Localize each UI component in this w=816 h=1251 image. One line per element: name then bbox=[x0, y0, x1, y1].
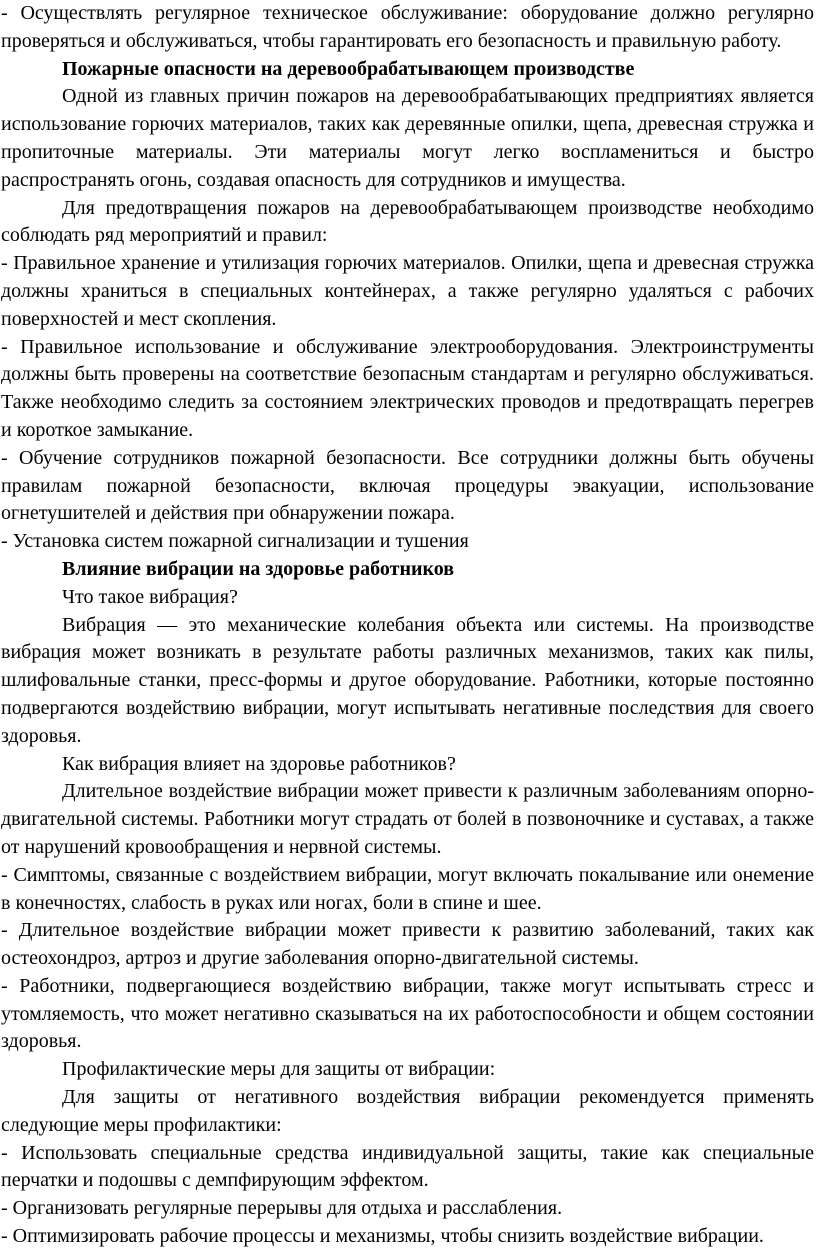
paragraph-fire-causes: Одной из главных причин пожаров на деревообрабатывающих предприятиях является использование горючих материалов, таких как деревянные опилки, щепа, древесная стружка и пропиточные материалы. Эти материалы могут легко воспламениться и быстро распространять огонь, создавая опасность для сотрудников и имущества. bbox=[1, 85, 814, 191]
list-item-training: - Обучение сотрудников пожарной безопасности. Все сотрудники должны быть обучены правилам пожарной безопасности, включая процедуры эвакуации, использование огнетушителей и действия при обнаружении пожара. bbox=[1, 446, 814, 525]
list-item-alarm-systems: - Установка систем пожарной сигнализации и тушения bbox=[1, 530, 469, 553]
paragraph-vibration-health-question: Как вибрация влияет на здоровье работников? bbox=[62, 752, 456, 775]
paragraph-vibration-effects: Длительное воздействие вибрации может привести к различным заболеваниям опорно-двигательной системы. Работники могут страдать от болей в позвоночнике и суставах, а также от нарушений кровообращения и нервной системы. bbox=[1, 780, 814, 858]
section-heading-vibration: Влияние вибрации на здоровье работников bbox=[62, 557, 455, 580]
list-item-stress: - Работники, подвергающиеся воздействию вибрации, также могут испытывать стресс и утомляемость, что может негативно сказываться на их работоспособности и общем состоянии здоровья. bbox=[1, 974, 814, 1053]
list-item-storage: - Правильное хранение и утилизация горючих материалов. Опилки, щепа и древесная стружка должны храниться в специальных контейнерах, а также регулярно удаляться с рабочих поверхностей и мест скопления. bbox=[1, 252, 814, 330]
list-item-maintenance: - Осуществлять регулярное техническое обслуживание: оборудование должно регулярно проверяться и обслуживаться, чтобы гарантировать его безопасность и правильную работу. bbox=[1, 2, 814, 52]
list-item-diseases: - Длительное воздействие вибрации может привести к развитию заболеваний, таких как остеохондроз, артроз и другие заболевания опорно-двигательной системы. bbox=[1, 919, 814, 970]
paragraph-prevention-intro: Для защиты от негативного воздействия вибрации рекомендуется применять следующие меры профилактики: bbox=[1, 1086, 814, 1136]
list-item-protective-equipment: - Использовать специальные средства индивидуальной защиты, такие как специальные перчатки и подошвы с демпфирующим эффектом. bbox=[1, 1141, 814, 1192]
paragraph-fire-prevention-intro: Для предотвращения пожаров на деревообрабатывающем производстве необходимо соблюдать ряд мероприятий и правил: bbox=[1, 196, 814, 247]
list-item-optimize-processes: - Оптимизировать рабочие процессы и механизмы, чтобы снизить воздействие вибрации. bbox=[1, 1225, 764, 1248]
section-heading-fire-hazards: Пожарные опасности на деревообрабатывающем производстве bbox=[62, 57, 635, 80]
paragraph-vibration-definition: Вибрация — это механические колебания объекта или системы. На производстве вибрация может возникать в результате работы различных механизмов, таких как пилы, шлифовальные станки, пресс-формы и другое оборудование. Работники, которые постоянно подвергаются воздействию вибрации, могут испытывать негативные последствия для своего здоровья. bbox=[1, 613, 814, 747]
list-item-breaks: - Организовать регулярные перерывы для отдыха и расслабления. bbox=[1, 1197, 563, 1220]
paragraph-what-is-vibration: Что такое вибрация? bbox=[62, 585, 238, 608]
list-item-symptoms: - Симптомы, связанные с воздействием вибрации, могут включать покалывание или онемение в конечностях, слабость в руках или ногах, боли в спине и шее. bbox=[1, 863, 814, 914]
list-item-electrical: - Правильное использование и обслуживание электрооборудования. Электроинструменты должны быть проверены на соответствие безопасным стандартам и регулярно обслуживаться. Также необходимо следить за состоянием электрических проводов и предотвращать перегрев и короткое замыкание. bbox=[1, 335, 814, 441]
paragraph-prevention-heading: Профилактические меры для защиты от вибрации: bbox=[62, 1058, 496, 1081]
